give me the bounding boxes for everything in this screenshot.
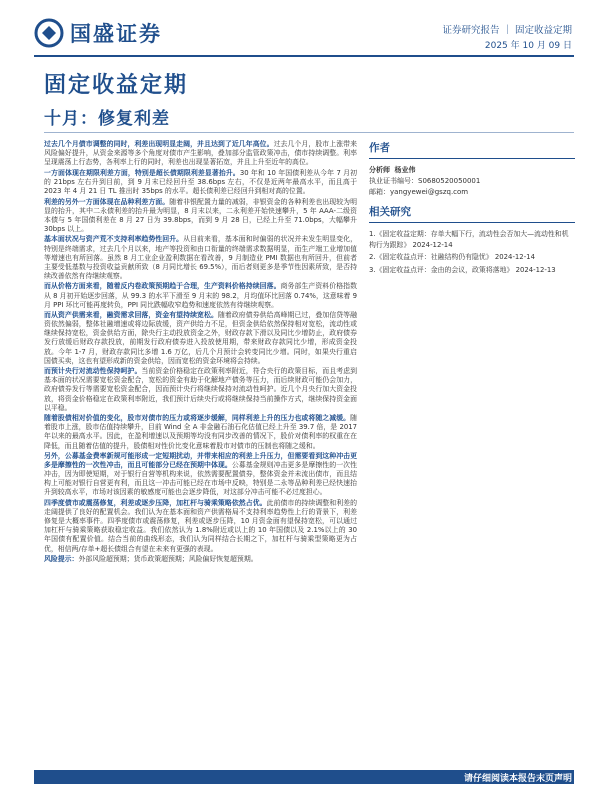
brand-logo-icon — [34, 18, 64, 48]
logo — [34, 16, 184, 50]
related-heading: 相关研究 — [369, 204, 575, 223]
related-research-list — [369, 229, 575, 275]
title-divider — [44, 132, 574, 133]
paragraph-text: 商务部生产资料价格指数从 8 月初开始逐步回落，从 99.3 的水平下滑至 9 月末的 98.2，月均值环比回落 0.74%，这意味着 9 月 PPI 环比可能再度转负，PPI 同比跌幅收窄趋势和速度依然有待继续观察。 — [44, 282, 357, 309]
paragraph-lead: 而预计央行对流动性保持呵护。 — [44, 367, 142, 376]
body-paragraph — [44, 282, 357, 309]
document-date: 2025 年 10 月 09 日 — [484, 41, 572, 51]
body-paragraph — [44, 414, 357, 450]
page-title: 固定收益定期 — [44, 73, 189, 98]
paragraph-text: 此前债市的持续调整和利差的走阔提供了良好的配置机会。我们认为在基本面和资产供需格局不支持利率趋势性上行的背景下，利差修复是大概率事件。四季度债市或震荡修复，利差或逐步压降，10 月资金面有望保持宽松，可以通过加杠杆与骑乘策略获取稳定收益。我们依然认为 1.8%附近或以上的 10 年国债以及 2.1%以上的 30 年国债有配置价值。结合当前的曲线形态，我们认为同样结合长期之下，加杠杆与骑乘型策略更为占优，相信两/存单+超长债组合有望在未来有更强的表现。 — [44, 499, 357, 553]
paragraph-lead: 而从资产供需来看，融资需求回落，资金有望持续宽松。 — [44, 311, 218, 320]
paragraph-lead: 一方面体现在期限利差方面，特别是超长债期限利差显著抬升。 — [44, 168, 240, 177]
email-link[interactable]: yangyewei@gszq.com — [390, 188, 469, 196]
related-research-item[interactable]: 2.《固定收益点评：社融结构仍有隐忧》 2024-12-14 — [369, 253, 535, 261]
body-paragraph — [44, 367, 357, 412]
paragraph-text: 公募基金规则冲击更多是摩擦性的一次性冲击，因为即使短期，对于银行自营等机构来说，依然需要配置债券，整体资金并未流出债市，而且结构上可能对银行自营更有利，而且这一冲击可能已经在市场中反映，特别是二永等品种利差已经快速抬升到较高水平，市场对该因素的敏感度可能也会逐步降低，对这部分冲击可能不必过度担心。 — [44, 461, 357, 497]
body-paragraph — [44, 235, 357, 280]
document-type: 证券研究报告 ｜ 固定收益定期 — [442, 25, 572, 36]
logo-text: 国盛证券 — [70, 22, 162, 46]
paragraph-lead: 过去几个月债市调整的同时，利差出现明显走阔，并且达到了近几年高位。 — [44, 140, 274, 148]
email-line — [369, 187, 575, 198]
body-paragraph — [44, 311, 357, 366]
paragraph-lead: 利差的另外一方面体现在品种利差方面。 — [44, 197, 170, 206]
analyst-label: 分析师 — [369, 166, 390, 174]
license-line — [369, 176, 575, 187]
email-label: 邮箱： — [369, 188, 390, 196]
paragraph-text: 外部风险超预期；货币政策超预期；风险偏好恢复超预期。 — [78, 555, 258, 564]
paragraph-lead: 四季度债市或震荡修复，利差或逐步压降，加杠杆与骑乘策略依然占优。 — [44, 499, 267, 508]
paragraph-text: 随着非银配置力量的减弱，非银资金的各种利差也出现较为明显的抬升，其中二永债利差的抬升最为明显，8 月末以来，二永利差开始快速攀升，5 年 AAA-二级资本债与 5 年国债利差在 8 月 27 日为 39.8bps，而到 9 月 28 日，已经上升至 71.0bps，大幅攀升 30bps 以上。 — [44, 197, 357, 233]
paragraph-text: 30 年和 10 年国债利差从今年 7 月初的 21bps 左右升到目前，到 9 月末已经回升至 38.6bps 左右，不仅是近两年最高水平，而且高于 2023 年 4 月 21 日 TL 推出时 35bps 的水平。超长债利差已经回升到相对高的位置。 — [44, 168, 357, 195]
analyst-name: 杨业伟 — [394, 166, 416, 174]
paragraph-text: 随着政府债券供给高峰期已过，叠加信贷等融资依然偏弱，整体社融增速或将边际放缓，资产供给力不足，但资金供给依然保持相对宽松，流动性或继续保持宽松，资金供给方面，除央行主动投放资金之外，财政存款下滑以及同比少增防止，政府债券发行放缓后财政存款投放，前期发行政府债券进入投放使用期，带来财政存款同比少增，形成资金投放。今年 1-7 月，财政存款同比多增 1.6 万亿，后几个月预计会转变同比少增。同时，如果央行重启国债买卖，这也有望形成新的资金供给，因而宽松的资金环境将会持续。 — [44, 311, 357, 365]
author-heading: 作者 — [369, 140, 575, 159]
page-subtitle: 十月：修复利差 — [44, 109, 170, 129]
paragraph-lead: 另外，公募基金费率新规可能形成一定短期扰动，并带来相应的利差上升压力，但需要看到这种冲击更多是摩擦性的一次性冲击，而且可能部分已经在预期中体现。 — [44, 452, 357, 470]
sidebar — [369, 140, 575, 277]
paragraph-text: 过去几个月，股市上涨带来风险偏好提升，从资金来源等多个角度对债市产生影响，叠加部分监管政策冲击，债市持续调整。利率呈现震荡上行态势，各利率上行的同时，利差也出现显著拓宽，并且上升至近年的高位。 — [44, 140, 357, 167]
license-label: 执业证书编号： — [369, 177, 418, 185]
paragraph-text: 随着股市上涨，股市估值持续攀升，目前 Wind 全 A 非金融石油石化估值已经上升至 39.7 倍，是 2017 年以来的最高水平。因此，在盈利增速以及预期等均没有同步改善的情况下，股价对债利率的权重在在降低，而且随着估值的提升，股债相对性价比变化意味着股市对债市的压制也将随之缓和。 — [44, 414, 357, 450]
body-paragraph — [44, 169, 357, 196]
body-paragraph — [44, 198, 357, 234]
paragraph-lead: 基本面状况与资产荒不支持利率趋势性回升。 — [44, 235, 184, 244]
footer-disclaimer: 请仔细阅读本报告末页声明 — [463, 774, 572, 784]
body-paragraph — [44, 452, 357, 497]
license-number: S0680520050001 — [418, 177, 481, 185]
risk-warning — [44, 555, 357, 564]
paragraph-lead: 风险提示： — [44, 555, 79, 564]
related-research-item[interactable]: 3.《固定收益点评：金由的会议，政策将落地》 2024-12-13 — [369, 265, 556, 274]
paragraph-text: 当前资金价格稳定在政策利率附近，符合央行的政策目标，而且考虑到基本面的状况需要宽松资金配合，宽松的资金有助于化解地产债务等压力，而后续财政可能仍会加力，政府债券发行等需要宽松资金配合，因而预计央行将继续保持对流动性呵护。近几个月央行加大资金投放，将资金价格稳定在政策利率附近，我们预计后续央行或将继续保持当前操作方式，继续保持资金面以平稳。 — [44, 367, 357, 412]
header-divider — [34, 55, 574, 57]
author-block — [369, 165, 575, 198]
paragraph-lead: 随着股债相对价值的变化，股市对债市的压力或将逐步缓解，同样利差上升的压力也或将随之减缓。 — [44, 414, 351, 423]
paragraph-text: 从目前来看，基本面和时偏弱的状况并未发生明显变化，特别是终端需求，过去几个月以来，地产等投资和由口衔量的终端需求数据明显，而生产端工业增加值等增速也有所回落。虽然 8 月工业企业盈利数据在看改善，9 月制造业 PMI 数据也有所回升，但前者主要受低基数与投资收益贡献所致（8 月同比增长 69.5%），而后者则更多是季节性因素所致，是否持续改善依然有待继续观察。 — [44, 235, 357, 280]
related-research-item[interactable]: 1.《固定收益定期：存单大幅下行，流动性会否加大—流动性和机构行为跟踪》 2024-12-14 — [369, 230, 569, 249]
body-paragraph — [44, 499, 357, 554]
body-paragraph — [44, 140, 357, 167]
analyst-line — [369, 165, 575, 176]
report-body — [44, 140, 357, 736]
paragraph-lead: 而从价格方面来看，随着反内卷政策预期趋于合理，生产资料价格持续回落。 — [44, 282, 281, 291]
